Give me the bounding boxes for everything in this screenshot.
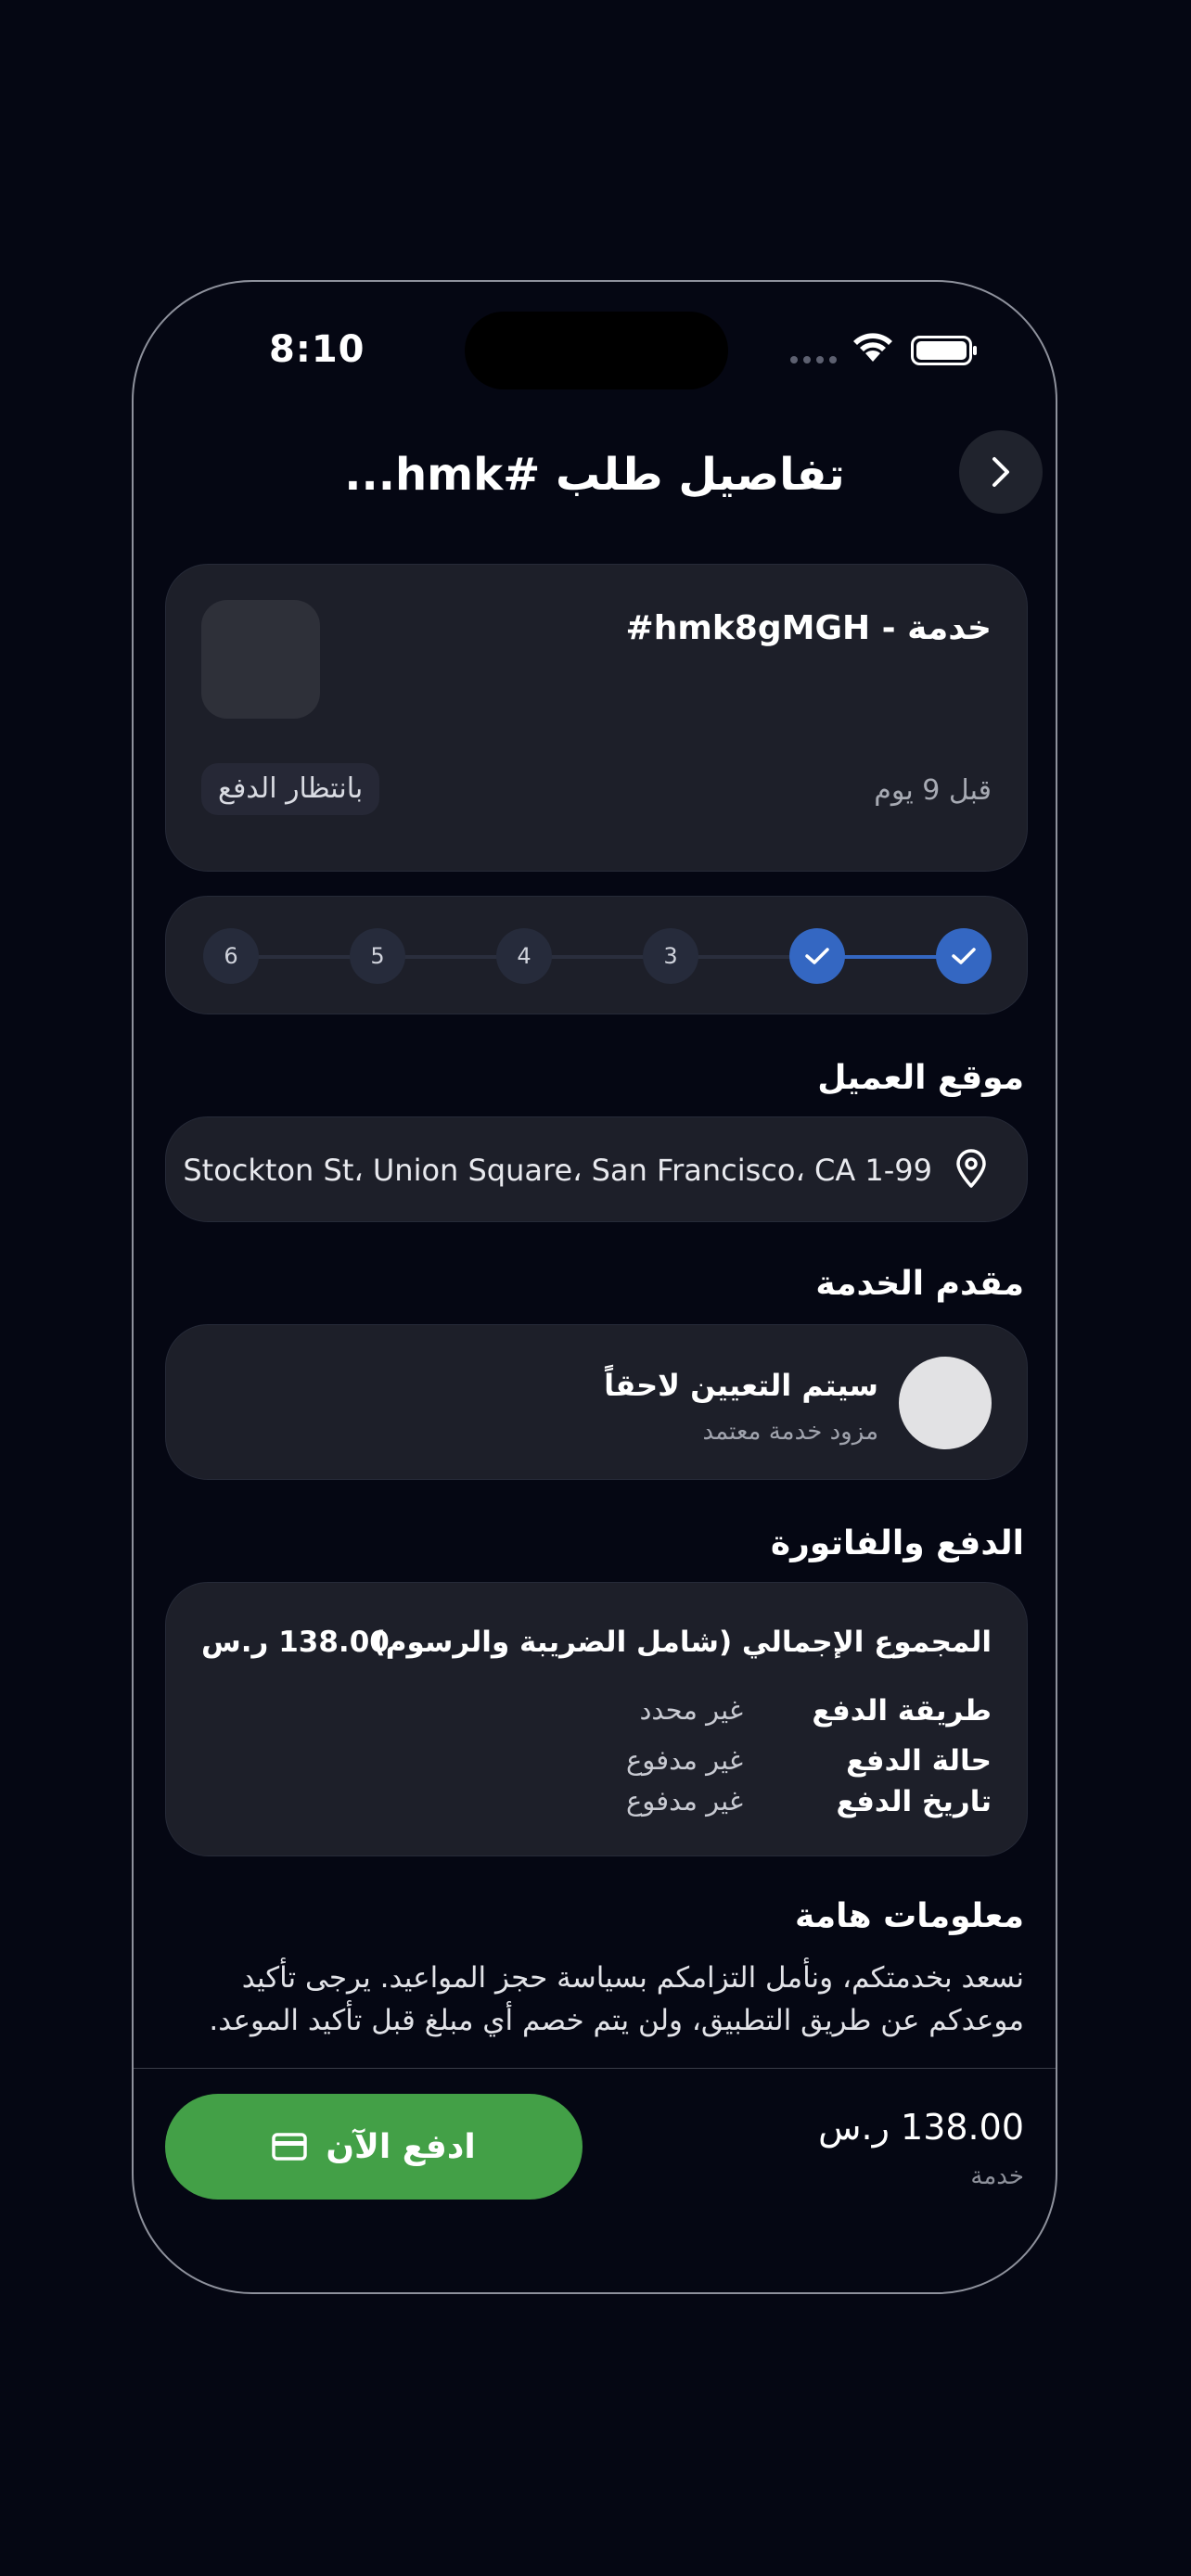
pay-now-button[interactable] [165,2094,583,2200]
provider-subtitle: مزود خدمة معتمد [702,1418,878,1446]
location-address: 1-99 Stockton St، Union Square، San Francisco، CA [183,1153,932,1188]
phone-frame [132,280,1057,2294]
info-text: نسعد بخدمتكم، ونأمل التزامكم بسياسة حجز المواعيد. يرجى تأكيد موعدكم عن طريق التطبيق، ولن يتم خصم أي مبلغ قبل تأكيد الموعد. [209,1961,1024,2037]
total-label: المجموع الإجمالي (شامل الضريبة والرسوم) [372,1626,992,1659]
provider-card[interactable] [165,1324,1028,1480]
payment-method-label: طريقة الدفع [812,1694,992,1728]
cellular-signal-icon [790,356,837,363]
bottom-divider [134,2068,1056,2069]
provider-name: سيتم التعيين لاحقاً [604,1368,878,1403]
progress-stepper [165,896,1028,1014]
service-card[interactable] [165,564,1028,872]
status-time: 8:10 [269,328,365,371]
credit-card-icon [272,2133,307,2161]
provider-section-title: مقدم الخدمة [815,1265,1024,1303]
page-title: تفاصيل طلب #hmk... [344,449,845,501]
footer-price: 138.00 ر.س [818,2107,1024,2148]
payment-section-title: الدفع والفاتورة [770,1524,1024,1562]
payment-date-value: غير مدفوع [625,1785,743,1817]
payment-date-label: تاريخ الدفع [836,1785,992,1818]
avatar [899,1357,992,1449]
service-time-ago: قبل 9 يوم [874,774,992,807]
wifi-icon [852,332,894,363]
battery-icon [911,336,978,365]
step-2-done [789,928,845,984]
service-title: خدمة - hmk8gMGH# [625,609,992,647]
location-pin-icon [954,1148,988,1189]
step-5: 5 [350,928,405,984]
step-6: 6 [203,928,259,984]
footer-subtitle: خدمة [970,2162,1024,2190]
payment-card [165,1582,1028,1856]
location-section-title: موقع العميل [817,1059,1024,1097]
check-icon [951,946,977,966]
payment-status-label: حالة الدفع [846,1744,992,1778]
back-button[interactable] [959,430,1043,514]
chevron-right-icon [987,453,1015,491]
info-section-title: معلومات هامة [795,1897,1024,1935]
status-badge: بانتظار الدفع [201,763,379,815]
pay-now-label: ادفع الآن [326,2127,476,2166]
payment-method-value: غير محدد [639,1694,743,1726]
check-icon [804,946,830,966]
step-1-done [936,928,992,984]
location-card[interactable] [165,1116,1028,1222]
service-thumbnail [201,600,320,719]
total-value: 138.00 ر.س [201,1626,390,1659]
step-4: 4 [496,928,552,984]
payment-status-value: غير مدفوع [625,1744,743,1776]
dynamic-island [465,312,728,389]
step-3: 3 [643,928,698,984]
